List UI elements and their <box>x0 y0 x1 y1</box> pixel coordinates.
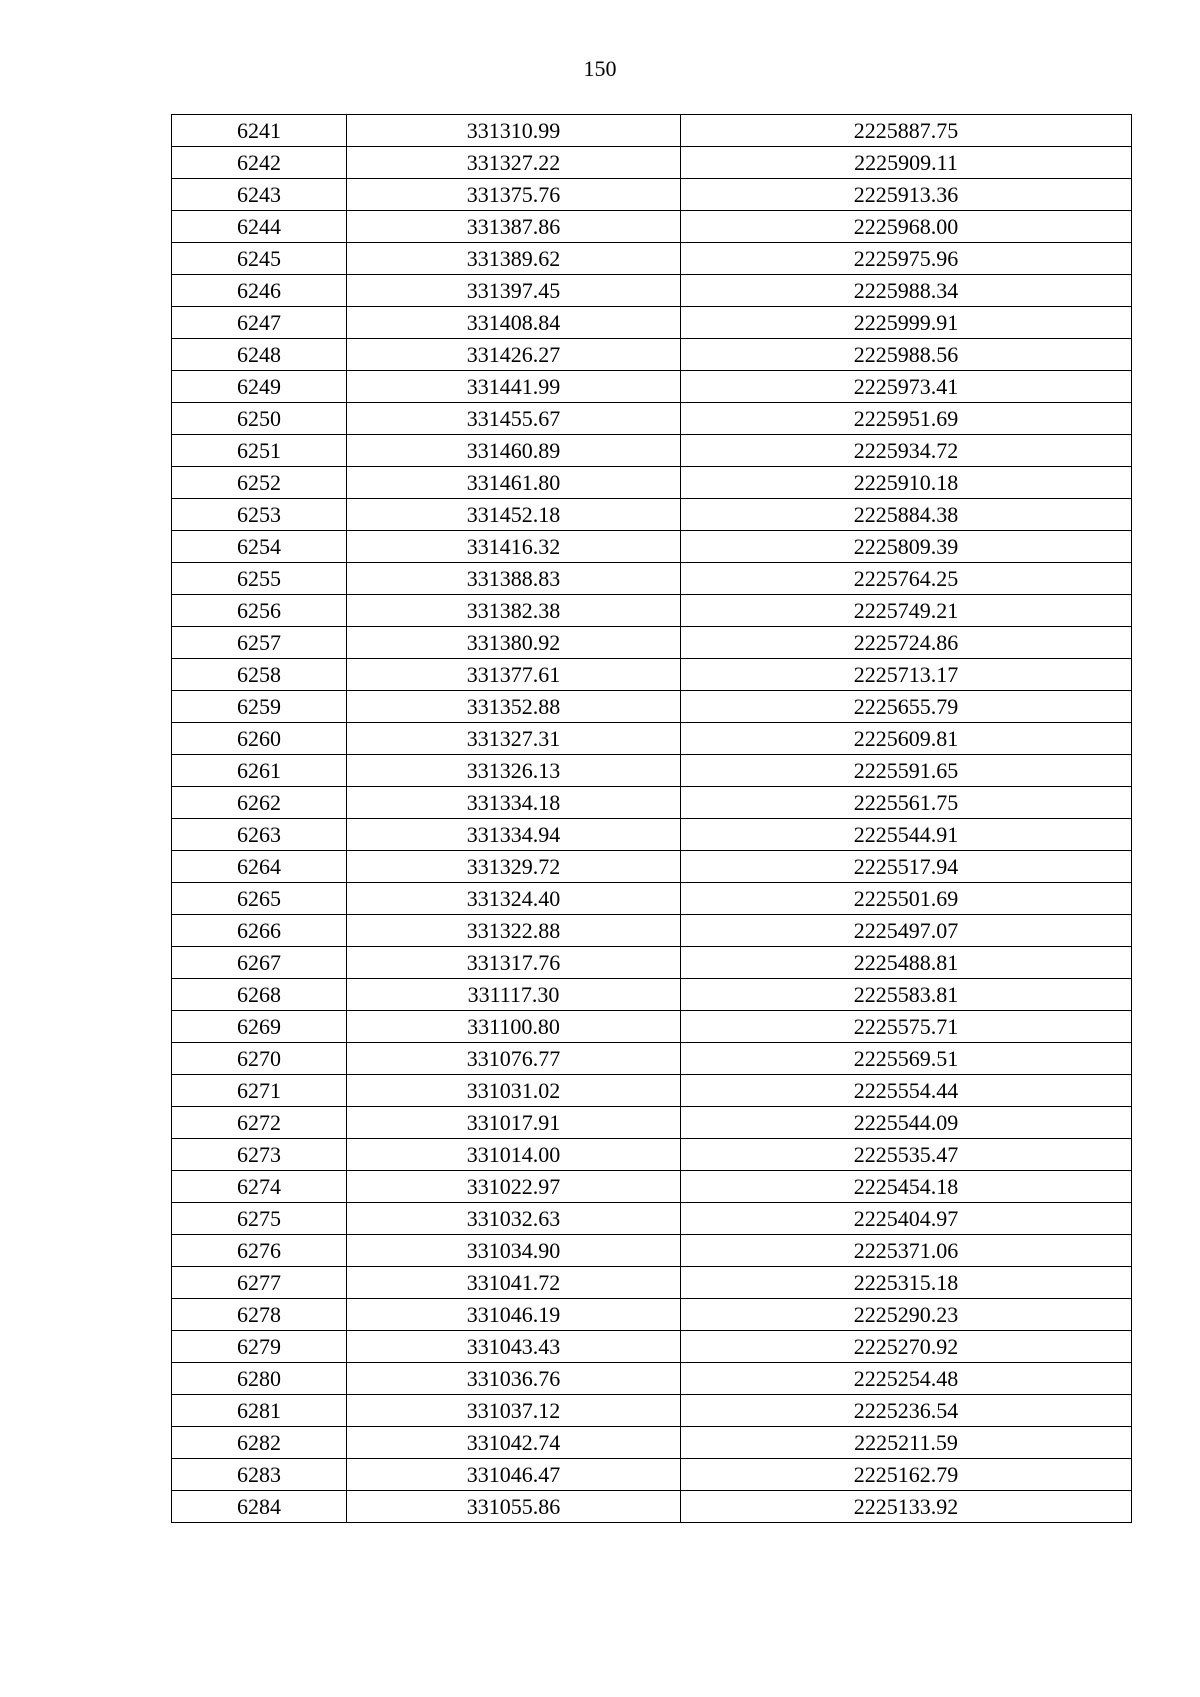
y-coordinate-cell: 2225968.00 <box>681 211 1132 243</box>
y-coordinate-cell: 2225764.25 <box>681 563 1132 595</box>
table-row <box>172 499 1132 531</box>
table-row <box>172 851 1132 883</box>
y-coordinate-cell: 2225884.38 <box>681 499 1132 531</box>
x-coordinate-cell: 331455.67 <box>347 403 681 435</box>
point-number-cell: 6245 <box>172 243 347 275</box>
y-coordinate-cell: 2225713.17 <box>681 659 1132 691</box>
point-number-cell: 6249 <box>172 371 347 403</box>
x-coordinate-cell: 331329.72 <box>347 851 681 883</box>
y-coordinate-cell: 2225544.09 <box>681 1107 1132 1139</box>
table-row <box>172 1139 1132 1171</box>
y-coordinate-cell: 2225497.07 <box>681 915 1132 947</box>
x-coordinate-cell: 331460.89 <box>347 435 681 467</box>
y-coordinate-cell: 2225133.92 <box>681 1491 1132 1523</box>
point-number-cell: 6259 <box>172 691 347 723</box>
x-coordinate-cell: 331426.27 <box>347 339 681 371</box>
table-row <box>172 371 1132 403</box>
table-row <box>172 147 1132 179</box>
x-coordinate-cell: 331042.74 <box>347 1427 681 1459</box>
x-coordinate-cell: 331317.76 <box>347 947 681 979</box>
point-number-cell: 6263 <box>172 819 347 851</box>
point-number-cell: 6272 <box>172 1107 347 1139</box>
table-row <box>172 1331 1132 1363</box>
x-coordinate-cell: 331034.90 <box>347 1235 681 1267</box>
point-number-cell: 6260 <box>172 723 347 755</box>
table-row <box>172 627 1132 659</box>
point-number-cell: 6270 <box>172 1043 347 1075</box>
y-coordinate-cell: 2225988.34 <box>681 275 1132 307</box>
point-number-cell: 6269 <box>172 1011 347 1043</box>
table-row <box>172 723 1132 755</box>
y-coordinate-cell: 2225999.91 <box>681 307 1132 339</box>
y-coordinate-cell: 2225655.79 <box>681 691 1132 723</box>
point-number-cell: 6274 <box>172 1171 347 1203</box>
y-coordinate-cell: 2225517.94 <box>681 851 1132 883</box>
point-number-cell: 6258 <box>172 659 347 691</box>
table-row <box>172 339 1132 371</box>
x-coordinate-cell: 331375.76 <box>347 179 681 211</box>
point-number-cell: 6281 <box>172 1395 347 1427</box>
table-row <box>172 179 1132 211</box>
x-coordinate-cell: 331387.86 <box>347 211 681 243</box>
x-coordinate-cell: 331452.18 <box>347 499 681 531</box>
y-coordinate-cell: 2225162.79 <box>681 1459 1132 1491</box>
point-number-cell: 6267 <box>172 947 347 979</box>
x-coordinate-cell: 331416.32 <box>347 531 681 563</box>
x-coordinate-cell: 331310.99 <box>347 115 681 147</box>
table-row <box>172 1363 1132 1395</box>
table-row <box>172 1203 1132 1235</box>
table-row <box>172 819 1132 851</box>
x-coordinate-cell: 331014.00 <box>347 1139 681 1171</box>
y-coordinate-cell: 2225951.69 <box>681 403 1132 435</box>
y-coordinate-cell: 2225254.48 <box>681 1363 1132 1395</box>
table-row <box>172 435 1132 467</box>
table-row <box>172 1075 1132 1107</box>
x-coordinate-cell: 331397.45 <box>347 275 681 307</box>
table-row <box>172 659 1132 691</box>
x-coordinate-cell: 331441.99 <box>347 371 681 403</box>
table-row <box>172 1235 1132 1267</box>
y-coordinate-cell: 2225535.47 <box>681 1139 1132 1171</box>
y-coordinate-cell: 2225315.18 <box>681 1267 1132 1299</box>
table-row <box>172 755 1132 787</box>
table-row <box>172 1043 1132 1075</box>
table-row <box>172 115 1132 147</box>
table-row <box>172 883 1132 915</box>
x-coordinate-cell: 331322.88 <box>347 915 681 947</box>
x-coordinate-cell: 331326.13 <box>347 755 681 787</box>
point-number-cell: 6253 <box>172 499 347 531</box>
table-body <box>172 115 1132 1523</box>
point-number-cell: 6278 <box>172 1299 347 1331</box>
table-row <box>172 307 1132 339</box>
y-coordinate-cell: 2225488.81 <box>681 947 1132 979</box>
y-coordinate-cell: 2225609.81 <box>681 723 1132 755</box>
point-number-cell: 6277 <box>172 1267 347 1299</box>
x-coordinate-cell: 331382.38 <box>347 595 681 627</box>
y-coordinate-cell: 2225913.36 <box>681 179 1132 211</box>
y-coordinate-cell: 2225591.65 <box>681 755 1132 787</box>
y-coordinate-cell: 2225270.92 <box>681 1331 1132 1363</box>
point-number-cell: 6252 <box>172 467 347 499</box>
x-coordinate-cell: 331100.80 <box>347 1011 681 1043</box>
table-row <box>172 979 1132 1011</box>
x-coordinate-cell: 331017.91 <box>347 1107 681 1139</box>
y-coordinate-cell: 2225724.86 <box>681 627 1132 659</box>
x-coordinate-cell: 331076.77 <box>347 1043 681 1075</box>
point-number-cell: 6271 <box>172 1075 347 1107</box>
x-coordinate-cell: 331046.47 <box>347 1459 681 1491</box>
table-row <box>172 467 1132 499</box>
table-row <box>172 403 1132 435</box>
x-coordinate-cell: 331334.94 <box>347 819 681 851</box>
table-row <box>172 787 1132 819</box>
table-row <box>172 947 1132 979</box>
y-coordinate-cell: 2225887.75 <box>681 115 1132 147</box>
x-coordinate-cell: 331022.97 <box>347 1171 681 1203</box>
x-coordinate-cell: 331380.92 <box>347 627 681 659</box>
x-coordinate-cell: 331037.12 <box>347 1395 681 1427</box>
table-row <box>172 1011 1132 1043</box>
x-coordinate-cell: 331327.31 <box>347 723 681 755</box>
point-number-cell: 6244 <box>172 211 347 243</box>
point-number-cell: 6280 <box>172 1363 347 1395</box>
point-number-cell: 6257 <box>172 627 347 659</box>
y-coordinate-cell: 2225988.56 <box>681 339 1132 371</box>
x-coordinate-cell: 331036.76 <box>347 1363 681 1395</box>
x-coordinate-cell: 331046.19 <box>347 1299 681 1331</box>
x-coordinate-cell: 331327.22 <box>347 147 681 179</box>
x-coordinate-cell: 331377.61 <box>347 659 681 691</box>
point-number-cell: 6262 <box>172 787 347 819</box>
y-coordinate-cell: 2225236.54 <box>681 1395 1132 1427</box>
table-row <box>172 1459 1132 1491</box>
point-number-cell: 6250 <box>172 403 347 435</box>
point-number-cell: 6282 <box>172 1427 347 1459</box>
point-number-cell: 6242 <box>172 147 347 179</box>
x-coordinate-cell: 331055.86 <box>347 1491 681 1523</box>
table-row <box>172 691 1132 723</box>
y-coordinate-cell: 2225809.39 <box>681 531 1132 563</box>
y-coordinate-cell: 2225575.71 <box>681 1011 1132 1043</box>
point-number-cell: 6247 <box>172 307 347 339</box>
point-number-cell: 6256 <box>172 595 347 627</box>
table-row <box>172 915 1132 947</box>
y-coordinate-cell: 2225454.18 <box>681 1171 1132 1203</box>
table-row <box>172 563 1132 595</box>
point-number-cell: 6265 <box>172 883 347 915</box>
x-coordinate-cell: 331032.63 <box>347 1203 681 1235</box>
y-coordinate-cell: 2225211.59 <box>681 1427 1132 1459</box>
y-coordinate-cell: 2225569.51 <box>681 1043 1132 1075</box>
point-number-cell: 6241 <box>172 115 347 147</box>
point-number-cell: 6246 <box>172 275 347 307</box>
x-coordinate-cell: 331334.18 <box>347 787 681 819</box>
point-number-cell: 6266 <box>172 915 347 947</box>
table-row <box>172 1107 1132 1139</box>
table-row <box>172 1299 1132 1331</box>
x-coordinate-cell: 331117.30 <box>347 979 681 1011</box>
point-number-cell: 6268 <box>172 979 347 1011</box>
point-number-cell: 6243 <box>172 179 347 211</box>
x-coordinate-cell: 331031.02 <box>347 1075 681 1107</box>
y-coordinate-cell: 2225910.18 <box>681 467 1132 499</box>
point-number-cell: 6264 <box>172 851 347 883</box>
y-coordinate-cell: 2225583.81 <box>681 979 1132 1011</box>
y-coordinate-cell: 2225290.23 <box>681 1299 1132 1331</box>
x-coordinate-cell: 331041.72 <box>347 1267 681 1299</box>
y-coordinate-cell: 2225973.41 <box>681 371 1132 403</box>
point-number-cell: 6284 <box>172 1491 347 1523</box>
y-coordinate-cell: 2225404.97 <box>681 1203 1132 1235</box>
x-coordinate-cell: 331408.84 <box>347 307 681 339</box>
x-coordinate-cell: 331461.80 <box>347 467 681 499</box>
table-row <box>172 1427 1132 1459</box>
y-coordinate-cell: 2225934.72 <box>681 435 1132 467</box>
x-coordinate-cell: 331352.88 <box>347 691 681 723</box>
y-coordinate-cell: 2225909.11 <box>681 147 1132 179</box>
y-coordinate-cell: 2225554.44 <box>681 1075 1132 1107</box>
x-coordinate-cell: 331388.83 <box>347 563 681 595</box>
y-coordinate-cell: 2225501.69 <box>681 883 1132 915</box>
page-number: 150 <box>583 56 617 81</box>
x-coordinate-cell: 331324.40 <box>347 883 681 915</box>
y-coordinate-cell: 2225975.96 <box>681 243 1132 275</box>
y-coordinate-cell: 2225544.91 <box>681 819 1132 851</box>
y-coordinate-cell: 2225371.06 <box>681 1235 1132 1267</box>
table-row <box>172 1171 1132 1203</box>
x-coordinate-cell: 331043.43 <box>347 1331 681 1363</box>
table-row <box>172 211 1132 243</box>
point-number-cell: 6248 <box>172 339 347 371</box>
y-coordinate-cell: 2225749.21 <box>681 595 1132 627</box>
table-row <box>172 1395 1132 1427</box>
table-row <box>172 1491 1132 1523</box>
point-number-cell: 6255 <box>172 563 347 595</box>
point-number-cell: 6254 <box>172 531 347 563</box>
table-row <box>172 243 1132 275</box>
point-number-cell: 6273 <box>172 1139 347 1171</box>
x-coordinate-cell: 331389.62 <box>347 243 681 275</box>
point-number-cell: 6275 <box>172 1203 347 1235</box>
point-number-cell: 6279 <box>172 1331 347 1363</box>
point-number-cell: 6283 <box>172 1459 347 1491</box>
table-row <box>172 595 1132 627</box>
y-coordinate-cell: 2225561.75 <box>681 787 1132 819</box>
coordinates-table <box>171 114 1132 1523</box>
table-row <box>172 275 1132 307</box>
point-number-cell: 6261 <box>172 755 347 787</box>
table-row <box>172 1267 1132 1299</box>
point-number-cell: 6251 <box>172 435 347 467</box>
table-row <box>172 531 1132 563</box>
point-number-cell: 6276 <box>172 1235 347 1267</box>
